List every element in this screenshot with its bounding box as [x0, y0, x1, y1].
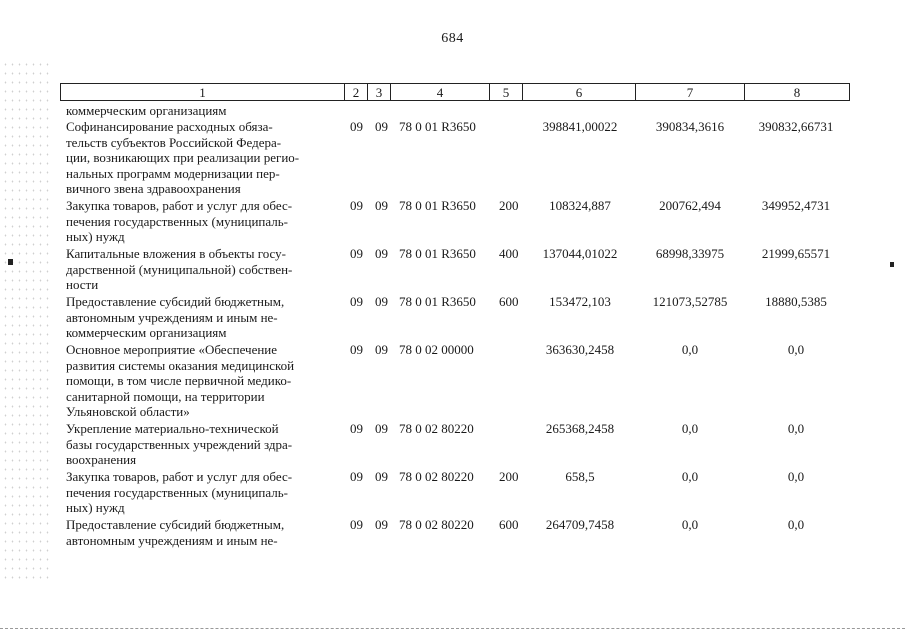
header-col-2: 2	[345, 84, 368, 101]
cell-col-4: 78 0 02 80220	[399, 469, 474, 484]
cell-col-6: 153472,103	[549, 294, 611, 309]
row-description	[66, 421, 342, 468]
cell-col-3: 09	[375, 119, 388, 134]
cell-col-6: 398841,00022	[542, 119, 618, 134]
scan-mark	[8, 259, 13, 265]
description-line: ных) нужд	[66, 229, 125, 244]
cell-col-2: 09	[350, 469, 363, 484]
row-description	[66, 469, 342, 516]
header-col-1: 1	[61, 84, 345, 101]
row-description	[66, 342, 342, 420]
cell-col-6: 265368,2458	[545, 421, 615, 436]
cell-col-7: 390834,3616	[655, 119, 725, 134]
cell-col-4: 78 0 02 00000	[399, 342, 474, 357]
cell-col-4: 78 0 01 R3650	[399, 198, 476, 213]
cell-col-7: 0,0	[681, 342, 699, 357]
cell-col-5: 200	[499, 198, 519, 213]
cell-col-3: 09	[375, 469, 388, 484]
cell-col-5: 600	[499, 294, 519, 309]
cell-col-3: 09	[375, 517, 388, 532]
cell-col-7: 121073,52785	[652, 294, 728, 309]
description-line: помощи, в том числе первичной медико-	[66, 373, 292, 388]
cell-col-6: 658,5	[565, 469, 595, 484]
cell-col-8: 21999,65571	[761, 246, 831, 261]
row-description	[66, 294, 342, 341]
row-description	[66, 198, 342, 245]
header-col-4: 4	[391, 84, 490, 101]
description-line: ных) нужд	[66, 500, 125, 515]
cell-col-3: 09	[375, 294, 388, 309]
cell-col-8: 349952,4731	[761, 198, 831, 213]
cell-col-2: 09	[350, 342, 363, 357]
cell-col-7: 0,0	[681, 421, 699, 436]
description-line: Капитальные вложения в объекты госу-	[66, 246, 286, 261]
row-description	[66, 119, 342, 197]
cell-col-5: 400	[499, 246, 519, 261]
description-line: вичного звена здравоохранения	[66, 181, 241, 196]
cell-col-7: 0,0	[681, 517, 699, 532]
cell-col-2: 09	[350, 294, 363, 309]
column-header-table	[60, 83, 850, 101]
description-line: автономным учреждениям и иным не-	[66, 532, 278, 548]
cell-col-8: 0,0	[787, 421, 805, 436]
cell-col-4: 78 0 01 R3650	[399, 119, 476, 134]
description-line: печения государственных (муниципаль-	[66, 484, 289, 500]
cell-col-2: 09	[350, 517, 363, 532]
description-line: Укрепление материально-технической	[66, 421, 279, 436]
cell-col-2: 09	[350, 198, 363, 213]
description-line: Предоставление субсидий бюджетным,	[66, 294, 285, 309]
description-line: Софинансирование расходных обяза-	[66, 119, 273, 134]
cell-col-5: 600	[499, 517, 519, 532]
description-line: печения государственных (муниципаль-	[66, 213, 289, 229]
cell-col-4: 78 0 02 80220	[399, 421, 474, 436]
cell-col-6: 137044,01022	[542, 246, 618, 261]
page-number: 684	[441, 31, 464, 46]
cell-col-2: 09	[350, 119, 363, 134]
description-line: санитарной помощи, на территории	[66, 388, 265, 404]
cell-col-7: 200762,494	[659, 198, 721, 213]
header-col-7: 7	[636, 84, 745, 101]
description-line: коммерческим организациям	[66, 325, 227, 340]
description-line: тельств субъектов Российской Федера-	[66, 134, 282, 150]
description-line: Закупка товаров, работ и услуг для обес-	[66, 198, 293, 213]
cell-col-6: 264709,7458	[545, 517, 615, 532]
cell-col-8: 0,0	[787, 469, 805, 484]
scan-noise	[2, 60, 52, 580]
row-description	[66, 246, 342, 293]
description-line: Основное мероприятие «Обеспечение	[66, 342, 278, 357]
row-description: коммерческим организациям	[66, 103, 227, 118]
cell-col-3: 09	[375, 198, 388, 213]
page-bottom-rule	[0, 628, 905, 629]
description-line: ности	[66, 277, 99, 292]
cell-col-5: 200	[499, 469, 519, 484]
cell-col-8: 18880,5385	[765, 294, 827, 309]
description-line: Закупка товаров, работ и услуг для обес-	[66, 469, 293, 484]
description-line: нальных программ модернизации пер-	[66, 165, 280, 181]
row-description	[66, 517, 342, 548]
description-line: Предоставление субсидий бюджетным,	[66, 517, 285, 532]
description-line: базы государственных учреждений здра-	[66, 436, 293, 452]
header-col-5: 5	[490, 84, 523, 101]
cell-col-8: 0,0	[787, 517, 805, 532]
cell-col-3: 09	[375, 246, 388, 261]
header-col-6: 6	[523, 84, 636, 101]
description-line: развития системы оказания медицинской	[66, 357, 295, 373]
cell-col-4: 78 0 01 R3650	[399, 246, 476, 261]
cell-col-3: 09	[375, 421, 388, 436]
cell-col-7: 68998,33975	[655, 246, 725, 261]
description-line: воохранения	[66, 452, 137, 467]
cell-col-4: 78 0 01 R3650	[399, 294, 476, 309]
cell-col-6: 108324,887	[549, 198, 611, 213]
header-col-3: 3	[368, 84, 391, 101]
cell-col-8: 0,0	[787, 342, 805, 357]
cell-col-8: 390832,66731	[758, 119, 834, 134]
description-line: автономным учреждениям и иным не-	[66, 309, 278, 325]
description-line: Ульяновской области»	[66, 404, 190, 419]
cell-col-7: 0,0	[681, 469, 699, 484]
cell-col-2: 09	[350, 246, 363, 261]
cell-col-4: 78 0 02 80220	[399, 517, 474, 532]
description-line: дарственной (муниципальной) собствен-	[66, 261, 293, 277]
header-col-8: 8	[745, 84, 850, 101]
cell-col-6: 363630,2458	[545, 342, 615, 357]
scan-mark	[890, 262, 894, 267]
cell-col-2: 09	[350, 421, 363, 436]
description-line: ции, возникающих при реализации регио-	[66, 150, 300, 165]
cell-col-3: 09	[375, 342, 388, 357]
